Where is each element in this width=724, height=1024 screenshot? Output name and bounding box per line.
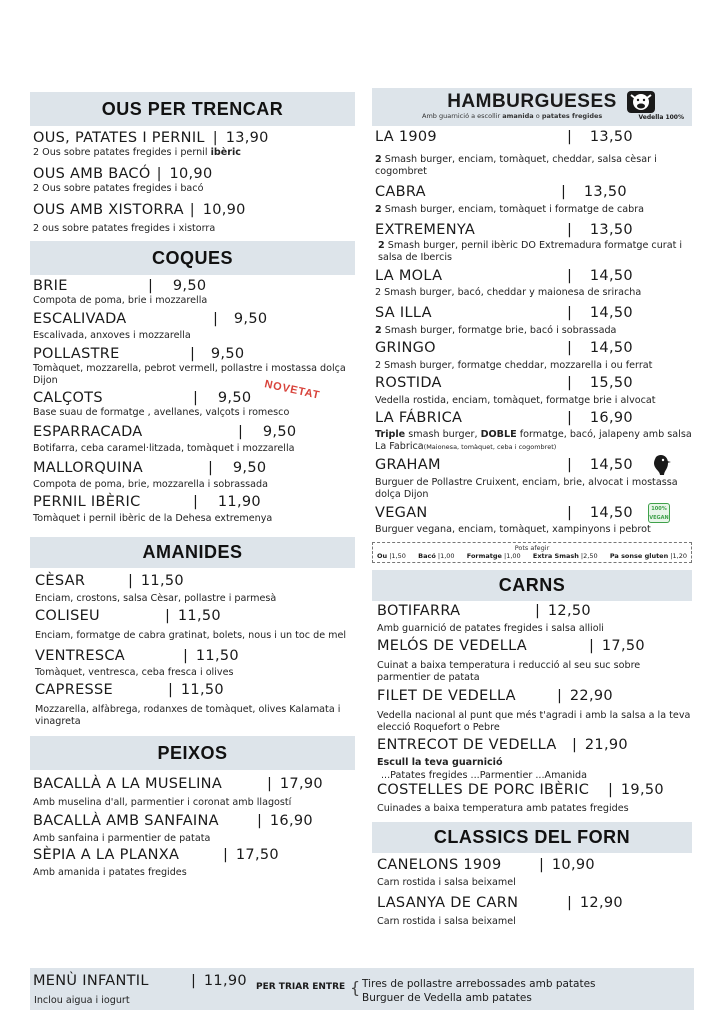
extra-item: Formatge |1,00 (466, 552, 521, 560)
item-name: GRINGO (375, 340, 436, 356)
item-price: 15,50 (589, 375, 633, 391)
item-price: 9,50 (217, 390, 252, 406)
item-name: VENTRESCA (35, 648, 125, 664)
item-name: BACALLÀ A LA MUSELINA (33, 776, 223, 792)
item-name: CANELONS 1909 (377, 857, 502, 873)
item-price: 9,50 (232, 460, 267, 476)
item-price: 11,50 (140, 573, 184, 589)
item-name: OUS AMB BACÓ (33, 166, 151, 182)
item-price: 14,50 (589, 457, 633, 473)
menu-item-gringo: GRINGO | 14,50 2 Smash burger, formatge cheddar, mozzarella i ou ferrat (372, 340, 692, 372)
item-name: CABRA (375, 184, 426, 200)
item-price: 11,50 (177, 608, 221, 624)
menu-item-capresse: CAPRESSE | 11,50 Mozzarella, alfàbrega, rodanxes de tomàquet, olives Kalamata i vinagreta (30, 682, 355, 728)
item-desc: 2 Smash burger, formatge brie, bacó i sobrassada (375, 325, 617, 336)
item-desc: Base suau de formatge , avellanes, valçots i romesco (33, 407, 290, 418)
item-desc: 2 Smash burger, formatge cheddar, mozzarella i ou ferrat (375, 360, 653, 371)
item-name: BACALLÀ AMB SANFAINA (33, 813, 219, 829)
section-title-forn: CLASSICS DEL FORN (372, 822, 692, 853)
menu-item-escalivada: ESCALIVADA | 9,50 Escalivada, anxoves i mozzarella (30, 311, 355, 342)
menu-item-rostida: ROSTIDA | 15,50 Vedella rostida, enciam, tomàquet, formatge brie i alvocat (372, 375, 692, 407)
item-price: 17,50 (601, 638, 645, 654)
menu-item-graham: GRAHAM | 14,50 Burguer de Pollastre Cruixent, enciam, brie, alvocat i mostassa dolça Dijon (372, 457, 692, 501)
menu-item-bacalla-muselina: BACALLÀ A LA MUSELINA | 17,90 Amb muselina d'all, parmentier i coronat amb llagostí (30, 776, 355, 809)
option-item: Tires de pollastre arrebossades amb patates (362, 978, 596, 990)
menu-item-melos-vedella: MELÓS DE VEDELLA | 17,50 Cuinat a baixa temperatura i reducció al seu suc sobre parmentier de patata (372, 638, 692, 684)
menu-infantil-sub: Inclou aigua i iogurt (34, 995, 130, 1006)
item-price: 9,50 (233, 311, 268, 327)
menu-infantil-name: MENÙ INFANTIL (33, 973, 149, 989)
hamburgueses-title: HAMBURGUESES (447, 91, 617, 112)
menu-item-vegan: VEGAN | 14,50 100% VEGAN Burguer vegana, enciam, tomàquet, xampinyons i pebrot (372, 505, 692, 536)
right-column (372, 88, 692, 928)
menu-item-costelles-porc: COSTELLES DE PORC IBÈRIC | 19,50 Cuinades a baixa temperatura amb patates fregides (372, 782, 692, 815)
menu-item-la-mola: LA MOLA | 14,50 2 Smash burger, bacó, cheddar y maionesa de sriracha (372, 268, 692, 299)
guarnicio-title: Escull la teva guarnició (377, 757, 503, 768)
menu-item-sepia-planxa: SÈPIA A LA PLANXA | 17,50 Amb amanida i patates fregides (30, 847, 355, 879)
left-column (30, 92, 355, 879)
item-name: COSTELLES DE PORC IBÈRIC (377, 782, 590, 798)
item-name: LASANYA DE CARN (377, 895, 519, 911)
menu-item-sa-illa: SA ILLA | 14,50 2 Smash burger, formatge brie, bacó i sobrassada (372, 305, 692, 337)
item-desc: 2 Smash burger, bacó, cheddar y maionesa de sriracha (375, 287, 642, 298)
extra-item: Bacó |1,00 (418, 552, 455, 560)
item-name: EXTREMENYA (375, 222, 476, 238)
menu-item-extremenya: EXTREMENYA | 13,50 2 Smash burger, pernil ibèric DO Extremadura formatge curat i salsa de Ibercis (372, 222, 692, 264)
item-desc: Amb guarnició de patates fregides i salsa allioli (377, 623, 604, 634)
item-desc: Tomàquet i pernil ibèric de la Dehesa extremenya (33, 513, 273, 524)
extras-list (377, 552, 687, 560)
item-price: 14,50 (589, 505, 633, 521)
section-title-carns: CARNS (372, 570, 692, 601)
item-price: 9,50 (172, 278, 207, 294)
extras-title: Pots afegir (514, 544, 550, 552)
item-price: 11,50 (195, 648, 239, 664)
menu-item-cabra: CABRA | 13,50 2 Smash burger, enciam, tomàquet i formatge de cabra (372, 184, 692, 216)
item-price: 11,90 (217, 494, 261, 510)
item-name: MALLORQUINA (33, 460, 143, 476)
item-price: 19,50 (620, 782, 664, 798)
vedella-badge: Vedella 100% (638, 114, 684, 121)
section-title-amanides: AMANIDES (30, 537, 355, 568)
item-desc: Amb muselina d'all, parmentier i coronat amb llagostí (33, 797, 292, 808)
item-desc: Burguer vegana, enciam, tomàquet, xampinyons i pebrot (375, 524, 651, 535)
item-price: 16,90 (589, 410, 633, 426)
item-price: 16,90 (269, 813, 313, 829)
item-desc: Mozzarella, alfàbrega, rodanxes de tomàquet, olives Kalamata i vinagreta (35, 704, 341, 727)
item-desc: Carn rostida i salsa beixamel (377, 916, 516, 927)
menu-item-filet-vedella: FILET DE VEDELLA | 22,90 Vedella nacional al punt que més t'agradi i amb la salsa a la teva elecció Roquefort o Pebre (377, 688, 691, 733)
novetat-badge: NOVETAT (263, 378, 322, 402)
item-desc: Compota de poma, brie i mozzarella (33, 295, 208, 306)
menu-infantil-price: 11,90 (203, 973, 247, 989)
item-price: 12,50 (547, 603, 591, 619)
item-name: LA MOLA (375, 268, 443, 284)
brace-icon: { (350, 978, 361, 997)
item-desc: Vedella rostida, enciam, tomàquet, formatge brie i alvocat (375, 395, 656, 406)
item-desc: Burguer de Pollastre Cruixent, enciam, brie, alvocat i mostassa dolça Dijon (375, 477, 678, 500)
item-desc: 2 Ous sobre patates fregides i bacó (33, 183, 204, 194)
section-title-coques: COQUES (30, 241, 355, 275)
item-price: 12,90 (579, 895, 623, 911)
item-desc: 2 Smash burger, enciam, tomàquet i formatge de cabra (375, 204, 645, 215)
menu-item-brie: BRIE | 9,50 Compota de poma, brie i mozzarella (30, 278, 355, 307)
item-price: 21,90 (584, 737, 628, 753)
item-desc: Escalivada, anxoves i mozzarella (33, 330, 191, 341)
item-desc: Tomàquet, ventresca, ceba fresca i olives (35, 667, 234, 678)
menu-infantil-options (362, 977, 596, 1005)
item-desc: Triple smash burger, DOBLE formatge, bacó, jalapeny amb salsa La Fabrica(Maionesa, tomàquet, ceba i cogombret) (375, 429, 692, 452)
item-name: BOTIFARRA (377, 603, 461, 619)
item-desc: Carn rostida i salsa beixamel (377, 877, 516, 888)
item-name: ROSTIDA (375, 375, 442, 391)
menu-item-esparracada: ESPARRACADA | 9,50 Botifarra, ceba caramel·litzada, tomàquet i mozzarella (30, 424, 355, 455)
menu-item-calcots: CALÇOTS | 9,50 NOVETAT Base suau de formatge , avellanes, valçots i romesco (30, 390, 355, 419)
menu-item-botifarra: BOTIFARRA | 12,50 Amb guarnició de patates fregides i salsa allioli (372, 603, 692, 635)
section-title-ous: OUS PER TRENCAR (30, 92, 355, 126)
menu-item-entrecot-vedella: ENTRECOT DE VEDELLA | 21,90 Escull la teva guarnició ...Patates fregides ...Parmentier ...Amanida (372, 737, 692, 782)
item-name: CALÇOTS (33, 390, 103, 406)
item-name: CAPRESSE (35, 682, 113, 698)
extras-box (372, 542, 692, 563)
menu-item-la-fabrica: LA FÁBRICA | 16,90 Triple smash burger, DOBLE formatge, bacó, jalapeny amb salsa La Fabrica(Maionesa, tomàquet, ceba i cogombret) (375, 410, 692, 452)
item-name: LA 1909 (375, 129, 437, 145)
item-desc: 2 Smash burger, enciam, tomàquet, cheddar, salsa cèsar i cogombret (375, 154, 657, 177)
item-name: VEGAN (375, 505, 428, 521)
item-name: POLLASTRE (33, 346, 120, 362)
item-price: 17,50 (235, 847, 279, 863)
menu-item-cesar: CÈSAR | 11,50 Enciam, crostons, salsa Cèsar, pollastre i parmesà (30, 573, 355, 605)
item-price: 13,90 (225, 130, 269, 146)
chicken-icon (650, 453, 672, 479)
item-desc: 2 Ous sobre patates fregides i pernil ibèric (33, 147, 241, 158)
section-title-peixos: PEIXOS (30, 736, 355, 770)
item-name: OUS, PATATES I PERNIL (33, 130, 205, 146)
item-price: 14,50 (589, 340, 633, 356)
item-desc: Compota de poma, brie, mozzarella i sobrassada (33, 479, 268, 490)
item-desc: Cuinades a baixa temperatura amb patates fregides (377, 803, 629, 814)
extra-item: Pa sonse gluten |1,20 (609, 552, 687, 560)
item-price: 13,50 (589, 129, 633, 145)
item-price: 17,90 (279, 776, 323, 792)
menu-item-ous-amb-baco: OUS AMB BACÓ | 10,90 2 Ous sobre patates fregides i bacó (30, 166, 355, 195)
item-name: OUS AMB XISTORRA (33, 202, 184, 218)
item-name: PERNIL IBÈRIC (33, 494, 141, 510)
item-name: BRIE (33, 278, 68, 294)
menu-item-la-1909: LA 1909 | 13,50 2 Smash burger, enciam, tomàquet, cheddar, salsa cèsar i cogombret (372, 129, 692, 178)
item-name: COLISEU (35, 608, 100, 624)
menu-item-coliseu: COLISEU | 11,50 Enciam, formatge de cabra gratinat, bolets, nous i un toc de mel (30, 608, 355, 642)
item-price: 10,90 (202, 202, 246, 218)
menu-item-canelons: CANELONS 1909 | 10,90 Carn rostida i salsa beixamel (372, 857, 692, 889)
item-name: SA ILLA (375, 305, 432, 321)
extra-item: Ou |1,50 (377, 552, 406, 560)
guarnicio-options: ...Patates fregides ...Parmentier ...Amanida (381, 770, 588, 781)
item-price: 10,90 (169, 166, 213, 182)
item-name: LA FÁBRICA (375, 410, 463, 426)
item-name: ENTRECOT DE VEDELLA (377, 737, 557, 753)
item-desc: Botifarra, ceba caramel·litzada, tomàquet i mozzarella (33, 443, 295, 454)
item-desc: Amb amanida i patates fregides (33, 867, 187, 878)
item-price: 10,90 (551, 857, 595, 873)
item-price: 22,90 (569, 688, 613, 704)
menu-item-ous-amb-xistorra: OUS AMB XISTORRA | 10,90 2 ous sobre patates fregides i xistorra (30, 202, 355, 235)
menu-item-bacalla-sanfaina: BACALLÀ AMB SANFAINA | 16,90 Amb sanfaina i parmentier de patata (30, 813, 355, 845)
menu-item-ous-patates-pernil: OUS, PATATES I PERNIL | 13,90 2 Ous sobre patates fregides i pernil ibèric (30, 130, 355, 159)
item-price: 14,50 (589, 268, 633, 284)
item-name: SÈPIA A LA PLANXA (33, 847, 180, 863)
item-name: ESCALIVADA (33, 311, 127, 327)
vegan-badge-icon: 100% VEGAN (648, 503, 670, 523)
menu-item-pollastre: POLLASTRE | 9,50 Tomàquet, mozzarella, pebrot vermell, pollastre i mostassa dolça Dijon (30, 346, 355, 387)
cow-icon (626, 90, 656, 114)
item-desc: Tomàquet, mozzarella, pebrot vermell, pollastre i mostassa dolça Dijon (33, 363, 346, 386)
per-triar-label: PER TRIAR ENTRE (256, 982, 346, 992)
item-name: FILET DE VEDELLA (377, 688, 516, 704)
item-name: GRAHAM (375, 457, 441, 473)
item-desc: 2 ous sobre patates fregides i xistorra (33, 223, 216, 234)
item-name: MELÓS DE VEDELLA (377, 638, 528, 654)
menu-item-pernil-iberic: PERNIL IBÈRIC | 11,90 Tomàquet i pernil ibèric de la Dehesa extremenya (30, 494, 355, 525)
menu-infantil-bar: MENÙ INFANTIL | 11,90 Inclou aigua i iogurt PER TRIAR ENTRE { Tires de pollastre arrebossades amb patates Burguer de Vedella amb patates (30, 968, 694, 1010)
item-price: 9,50 (210, 346, 245, 362)
item-name: ESPARRACADA (33, 424, 143, 440)
item-desc: Enciam, formatge de cabra gratinat, bolets, nous i un toc de mel (35, 630, 347, 641)
menu-item-mallorquina: MALLORQUINA | 9,50 Compota de poma, brie, mozzarella i sobrassada (30, 460, 355, 491)
menu-item-ventresca: VENTRESCA | 11,50 Tomàquet, ventresca, ceba fresca i olives (30, 648, 355, 679)
item-desc: Cuinat a baixa temperatura i reducció al seu suc sobre parmentier de patata (377, 660, 641, 683)
option-item: Burguer de Vedella amb patates (362, 992, 532, 1004)
item-price: 9,50 (262, 424, 297, 440)
item-name: CÈSAR (35, 573, 86, 589)
menu-item-lasanya: LASANYA DE CARN | 12,90 Carn rostida i salsa beixamel (372, 895, 692, 928)
item-desc: Vedella nacional al punt que més t'agradi i amb la salsa a la teva elecció Roquefort o Pebre (377, 710, 691, 733)
item-desc: Enciam, crostons, salsa Cèsar, pollastre i parmesà (35, 593, 277, 604)
item-desc: 2 Smash burger, pernil ibèric DO Extremadura formatge curat i salsa de Ibercis (378, 240, 683, 263)
item-desc: Amb sanfaina i parmentier de patata (33, 833, 211, 844)
item-price: 14,50 (589, 305, 633, 321)
item-price: 11,50 (180, 682, 224, 698)
item-price: 13,50 (589, 222, 633, 238)
section-title-hamburgueses (372, 88, 692, 126)
extra-item: Extra Smash |2,50 (532, 552, 598, 560)
item-price: 13,50 (583, 184, 627, 200)
hamburgueses-subtitle: Amb guarnició a escollir amanida o patates fregides (422, 112, 603, 120)
